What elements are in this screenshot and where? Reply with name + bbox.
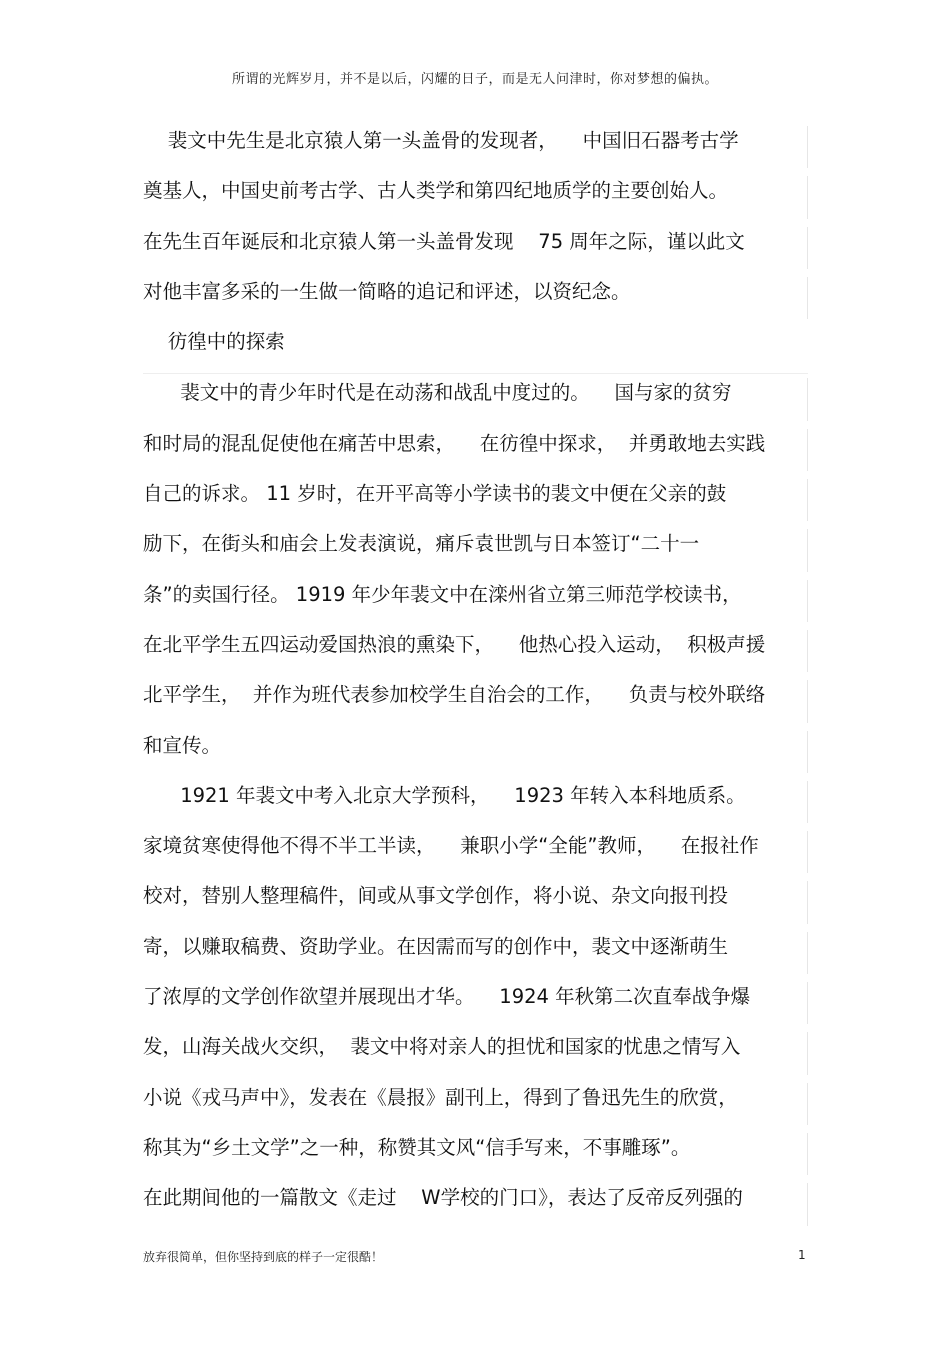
text-line: 和宣传。 bbox=[143, 727, 808, 777]
article-body bbox=[143, 122, 808, 1230]
text-line: 北平学生， 并作为班代表参加校学生自治会的工作， 负责与校外联络 bbox=[143, 676, 808, 726]
section-heading: 彷徨中的探索 bbox=[143, 330, 285, 354]
page-header: 所谓的光辉岁月，并不是以后，闪耀的日子，而是无人问津时，你对梦想的偏执。 bbox=[231, 72, 718, 87]
text-line: 裴文中先生是北京猿人第一头盖骨的发现者， 中国旧石器考古学 bbox=[143, 122, 808, 172]
text-line: 了浓厚的文学创作欲望并展现出才华。 1924 年秋第二次直奉战争爆 bbox=[143, 978, 808, 1028]
text-line: 称其为“乡土文学”之一种，称赞其文风“信手写来，不事雕琢”。 bbox=[143, 1129, 808, 1179]
text-line: 校对，替别人整理稿件，间或从事文学创作，将小说、杂文向报刊投 bbox=[143, 877, 808, 927]
text-line: 家境贫寒使得他不得不半工半读， 兼职小学“全能”教师， 在报社作 bbox=[143, 827, 808, 877]
text-line: 奠基人，中国史前考古学、古人类学和第四纪地质学的主要创始人。 bbox=[143, 172, 808, 222]
text-line: 在北平学生五四运动爱国热浪的熏染下， 他热心投入运动， 积极声援 bbox=[143, 626, 808, 676]
text-line: 裴文中的青少年时代是在动荡和战乱中度过的。 国与家的贫穷 bbox=[143, 373, 808, 424]
text-line: 1921 年裴文中考入北京大学预科， 1923 年转入本科地质系。 bbox=[143, 777, 808, 827]
text-line: 励下，在街头和庙会上发表演说，痛斥袁世凯与日本签订“二十一 bbox=[143, 525, 808, 575]
text-line: 发，山海关战火交织， 裴文中将对亲人的担忧和国家的忧患之情写入 bbox=[143, 1028, 808, 1078]
text-line: 条”的卖国行径。 1919 年少年裴文中在滦州省立第三师范学校读书， bbox=[143, 576, 808, 626]
text-line: 在先生百年诞辰和北京猿人第一头盖骨发现 75 周年之际，谨以此文 bbox=[143, 223, 808, 273]
text-line: 在此期间他的一篇散文《走过 W学校的门口》，表达了反帝反列强的 bbox=[143, 1179, 808, 1229]
text-line: 对他丰富多采的一生做一简略的追记和评述，以资纪念。 bbox=[143, 273, 808, 323]
text-line: 自己的诉求。 11 岁时，在开平高等小学读书的裴文中便在父亲的鼓 bbox=[143, 475, 808, 525]
page-number: 1 bbox=[798, 1248, 806, 1262]
text-line: 寄，以赚取稿费、资助学业。在因需而写的创作中，裴文中逐渐萌生 bbox=[143, 928, 808, 978]
text-line: 小说《戎马声中》，发表在《晨报》副刊上，得到了鲁迅先生的欣赏， bbox=[143, 1079, 808, 1129]
page-footer-quote: 放弃很简单，但你坚持到底的样子一定很酷！ bbox=[143, 1250, 384, 1264]
text-line: 和时局的混乱促使他在痛苦中思索， 在彷徨中探求， 并勇敢地去实践 bbox=[143, 425, 808, 475]
